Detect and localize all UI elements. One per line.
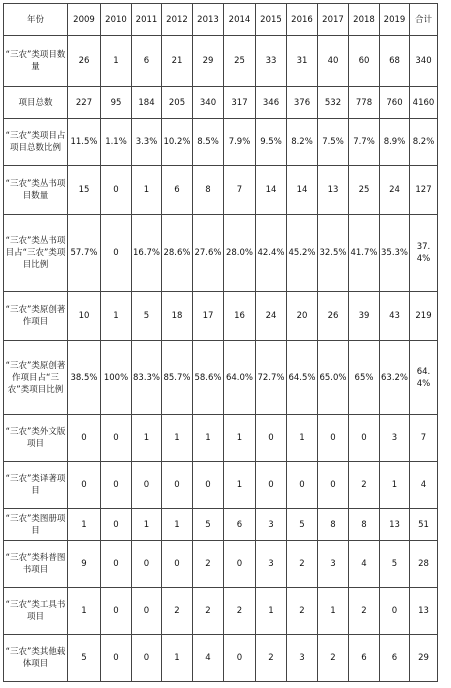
table-cell: 21 [162,36,193,87]
table-cell: 3 [380,415,410,462]
table-cell: 1 [193,415,224,462]
table-cell: 0 [287,462,318,509]
table-cell: 63.2% [380,341,410,415]
table-cell: 6 [380,635,410,682]
table-cell: 2 [349,588,380,635]
table-cell: 2 [224,588,256,635]
table-cell: 26 [68,36,101,87]
table-cell: 1.1% [101,119,132,166]
table-cell: 17 [193,292,224,341]
table-cell: 760 [380,87,410,119]
table-cell: 85.7% [162,341,193,415]
table-cell: 95 [101,87,132,119]
row-label: “三农”类外文版项目 [4,415,68,462]
table-cell: 8.2% [410,119,438,166]
table-cell: 100% [101,341,132,415]
table-cell: 15 [68,166,101,215]
table-cell: 0 [380,588,410,635]
table-cell: 6 [349,635,380,682]
table-cell: 8 [318,509,349,541]
table-cell: 1 [68,509,101,541]
table-cell: 340 [193,87,224,119]
table-cell: 2 [256,635,287,682]
table-cell: 0 [68,415,101,462]
table-cell: 0 [162,541,193,588]
table-cell: 778 [349,87,380,119]
table-cell: 0 [256,462,287,509]
table-cell: 0 [318,462,349,509]
table-cell: 64.0% [224,341,256,415]
header-cell: 2018 [349,4,380,36]
header-cell: 2014 [224,4,256,36]
table-cell: 28 [410,541,438,588]
table-cell: 0 [101,215,132,292]
table-row [4,119,438,166]
table-cell: 5 [287,509,318,541]
table-cell: 7.5% [318,119,349,166]
table-cell: 37.4% [410,215,438,292]
table-cell: 1 [132,415,162,462]
table-cell: 9.5% [256,119,287,166]
row-label: “三农”类项目占项目总数比例 [4,119,68,166]
table-row [4,415,438,462]
table-cell: 1 [162,415,193,462]
header-cell: 2012 [162,4,193,36]
table-cell: 7 [224,166,256,215]
table-cell: 1 [101,292,132,341]
header-cell: 2017 [318,4,349,36]
table-cell: 0 [101,541,132,588]
table-cell: 3 [256,509,287,541]
table-cell: 0 [132,541,162,588]
header-cell: 2011 [132,4,162,36]
table-cell: 58.6% [193,341,224,415]
table-cell: 227 [68,87,101,119]
table-cell: 40 [318,36,349,87]
table-row [4,462,438,509]
table-cell: 5 [380,541,410,588]
table-cell: 83.3% [132,341,162,415]
table-row [4,36,438,87]
header-cell: 2009 [68,4,101,36]
table-cell: 1 [68,588,101,635]
table-cell: 43 [380,292,410,341]
table-cell: 16 [224,292,256,341]
header-cell: 2016 [287,4,318,36]
table-cell: 32.5% [318,215,349,292]
table-cell: 5 [68,635,101,682]
table-cell: 0 [132,462,162,509]
table-cell: 1 [224,415,256,462]
table-cell: 0 [101,166,132,215]
table-cell: 28.0% [224,215,256,292]
table-cell: 5 [193,509,224,541]
table-row [4,166,438,215]
row-label: “三农”类丛书项目数量 [4,166,68,215]
table-cell: 2 [349,462,380,509]
table-cell: 1 [318,588,349,635]
table-cell: 0 [68,462,101,509]
table-cell: 8.5% [193,119,224,166]
table-cell: 4 [193,635,224,682]
table-cell: 8.2% [287,119,318,166]
table-cell: 13 [380,509,410,541]
table-cell: 25 [349,166,380,215]
table-cell: 10 [68,292,101,341]
table-cell: 2 [193,541,224,588]
table-cell: 2 [287,588,318,635]
row-label: “三农”类原创著作项目占“三农”类项目比例 [4,341,68,415]
table-cell: 6 [224,509,256,541]
table-cell: 4 [410,462,438,509]
header-cell: 2010 [101,4,132,36]
row-label: “三农”类工具书项目 [4,588,68,635]
row-label: “三农”类原创著作项目 [4,292,68,341]
table-cell: 5 [132,292,162,341]
row-label: “三农”类项目数量 [4,36,68,87]
table-cell: 1 [380,462,410,509]
table-cell: 39 [349,292,380,341]
table-row [4,215,438,292]
header-cell: 2019 [380,4,410,36]
table-cell: 4 [349,541,380,588]
table-cell: 6 [132,36,162,87]
table-cell: 72.7% [256,341,287,415]
table-cell: 219 [410,292,438,341]
row-label: “三农”类图册项目 [4,509,68,541]
table-cell: 2 [162,588,193,635]
table-cell: 8 [349,509,380,541]
table-cell: 0 [224,635,256,682]
row-label: “三农”类其他载体项目 [4,635,68,682]
table-cell: 60 [349,36,380,87]
table-cell: 0 [349,415,380,462]
table-cell: 0 [193,462,224,509]
table-cell: 41.7% [349,215,380,292]
table-cell: 24 [380,166,410,215]
table-cell: 0 [224,541,256,588]
table-cell: 0 [101,635,132,682]
data-table [3,3,438,682]
header-row [4,4,438,36]
table-cell: 35.3% [380,215,410,292]
table-cell: 33 [256,36,287,87]
table-cell: 11.5% [68,119,101,166]
table-cell: 68 [380,36,410,87]
table-row [4,635,438,682]
table-cell: 1 [162,635,193,682]
table-cell: 0 [162,462,193,509]
table-cell: 14 [287,166,318,215]
table-cell: 3 [287,635,318,682]
table-cell: 1 [162,509,193,541]
row-label: “三农”类科普图书项目 [4,541,68,588]
table-cell: 8.9% [380,119,410,166]
row-label: “三农”类译著项目 [4,462,68,509]
table-cell: 1 [132,166,162,215]
table-cell: 65% [349,341,380,415]
table-row [4,87,438,119]
table-cell: 376 [287,87,318,119]
table-cell: 1 [132,509,162,541]
table-cell: 0 [101,415,132,462]
table-cell: 24 [256,292,287,341]
table-cell: 9 [68,541,101,588]
table-cell: 7.9% [224,119,256,166]
table-cell: 38.5% [68,341,101,415]
table-cell: 0 [132,588,162,635]
table-cell: 340 [410,36,438,87]
table-cell: 29 [193,36,224,87]
table-cell: 532 [318,87,349,119]
table-row [4,509,438,541]
table-cell: 2 [318,635,349,682]
table-cell: 13 [318,166,349,215]
table-cell: 0 [101,588,132,635]
table-cell: 3.3% [132,119,162,166]
table-cell: 1 [224,462,256,509]
table-cell: 3 [256,541,287,588]
table-cell: 57.7% [68,215,101,292]
table-cell: 28.6% [162,215,193,292]
table-cell: 7 [410,415,438,462]
header-cell: 2015 [256,4,287,36]
table-cell: 42.4% [256,215,287,292]
table-row [4,341,438,415]
table-cell: 0 [132,635,162,682]
table-cell: 127 [410,166,438,215]
table-cell: 2 [287,541,318,588]
table-cell: 65.0% [318,341,349,415]
table-cell: 20 [287,292,318,341]
table-cell: 1 [287,415,318,462]
table-row [4,588,438,635]
table-cell: 0 [318,415,349,462]
header-cell: 年份 [4,4,68,36]
table-cell: 6 [162,166,193,215]
table-row [4,541,438,588]
table-cell: 205 [162,87,193,119]
table-cell: 10.2% [162,119,193,166]
row-label: “三农”类丛书项目占“三农”类项目比例 [4,215,68,292]
table-cell: 3 [318,541,349,588]
row-label: 项目总数 [4,87,68,119]
table-cell: 7.7% [349,119,380,166]
table-cell: 31 [287,36,318,87]
table-cell: 317 [224,87,256,119]
table-cell: 27.6% [193,215,224,292]
table-cell: 13 [410,588,438,635]
table-cell: 64.5% [287,341,318,415]
header-cell: 2013 [193,4,224,36]
table-cell: 51 [410,509,438,541]
table-cell: 4160 [410,87,438,119]
table-cell: 14 [256,166,287,215]
table-container [3,3,438,682]
table-cell: 346 [256,87,287,119]
table-cell: 1 [256,588,287,635]
table-cell: 64.4% [410,341,438,415]
table-cell: 25 [224,36,256,87]
table-row [4,292,438,341]
table-cell: 16.7% [132,215,162,292]
table-cell: 0 [101,509,132,541]
table-cell: 18 [162,292,193,341]
table-cell: 184 [132,87,162,119]
table-cell: 0 [101,462,132,509]
table-cell: 8 [193,166,224,215]
table-cell: 45.2% [287,215,318,292]
table-cell: 1 [101,36,132,87]
table-cell: 29 [410,635,438,682]
header-cell: 合计 [410,4,438,36]
table-cell: 26 [318,292,349,341]
table-cell: 2 [193,588,224,635]
table-cell: 0 [256,415,287,462]
